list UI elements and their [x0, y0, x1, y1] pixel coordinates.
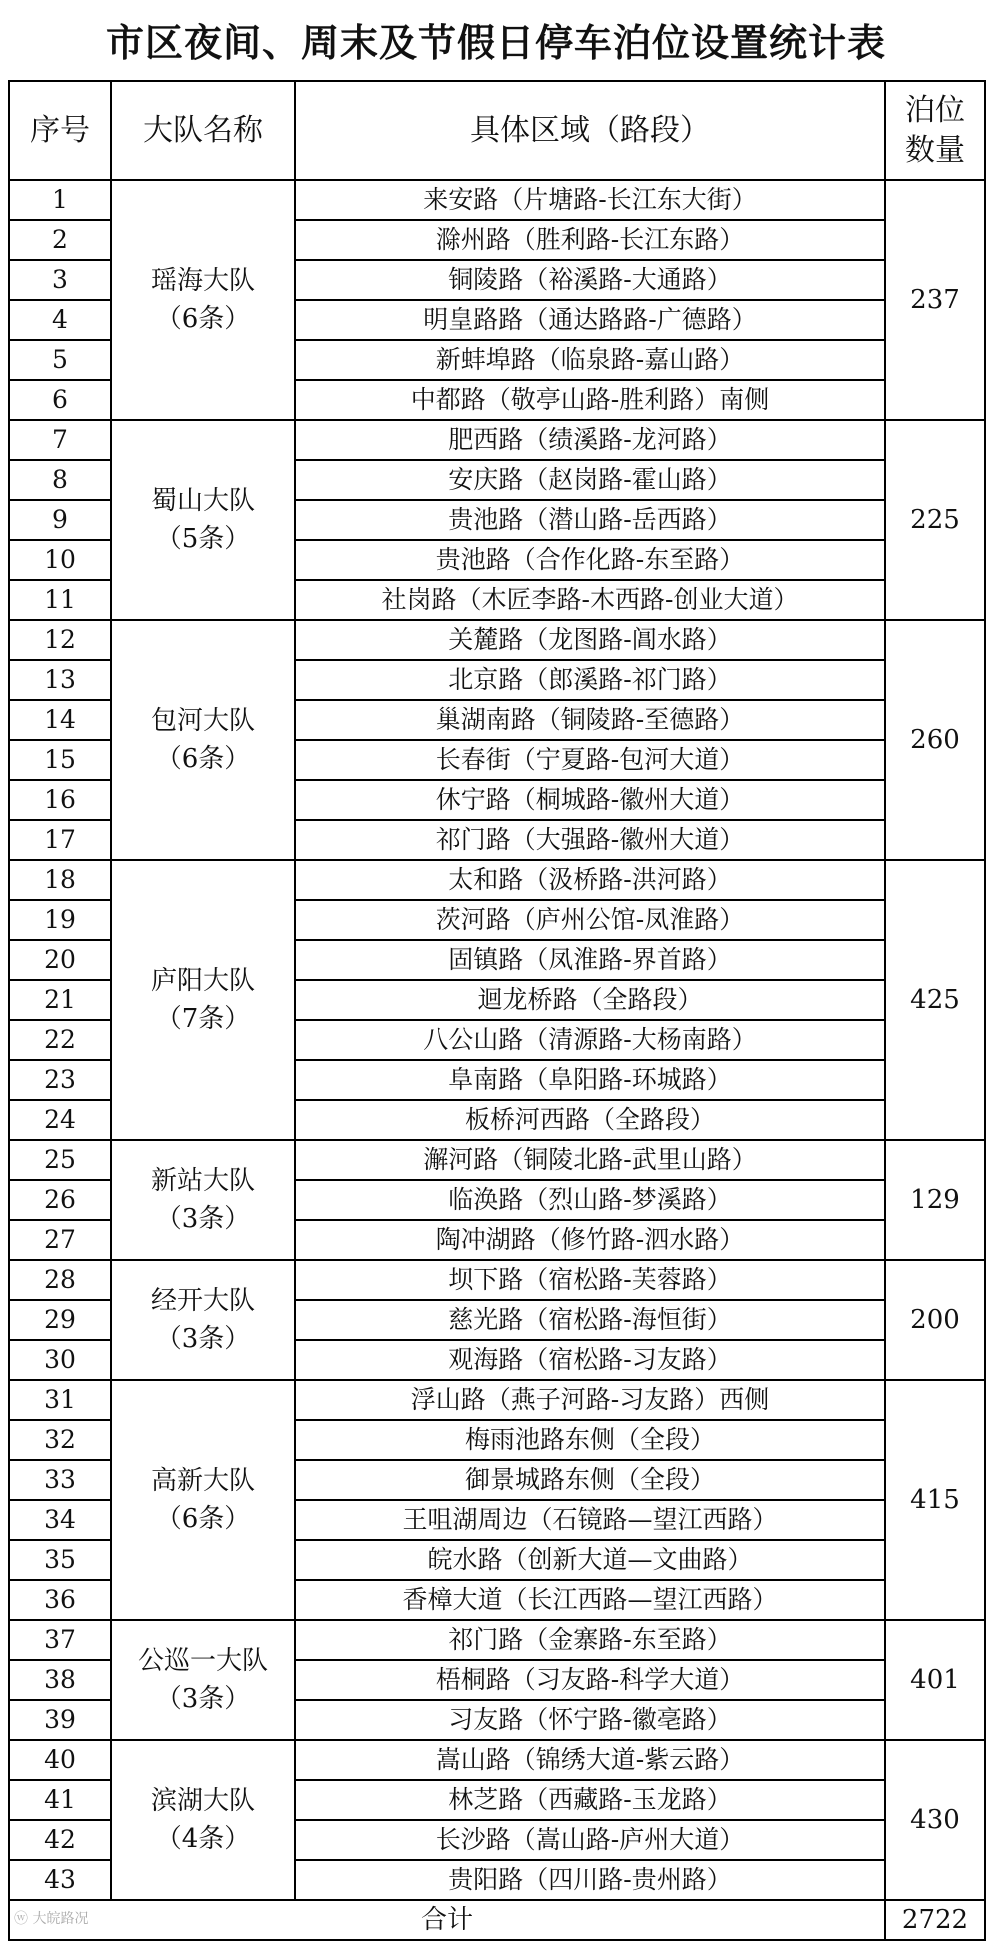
- team-cell: [111, 1140, 295, 1260]
- seq-cell: 42: [9, 1820, 111, 1860]
- area-cell: 贵池路（合作化路-东至路）: [295, 540, 885, 580]
- area-cell: 巢湖南路（铜陵路-至德路）: [295, 700, 885, 740]
- area-cell: 祁门路（大强路-徽州大道）: [295, 820, 885, 860]
- area-cell: 澥河路（铜陵北路-武里山路）: [295, 1140, 885, 1180]
- seq-cell: 39: [9, 1700, 111, 1740]
- seq-cell: 14: [9, 700, 111, 740]
- area-cell: 铜陵路（裕溪路-大通路）: [295, 260, 885, 300]
- table-row: [9, 1740, 985, 1780]
- team-sub: （7条）: [155, 1004, 251, 1034]
- area-cell: 观海路（宿松路-习友路）: [295, 1340, 885, 1380]
- header-area: 具体区域（路段）: [295, 81, 885, 180]
- seq-cell: 13: [9, 660, 111, 700]
- count-cell: 415: [885, 1380, 985, 1620]
- watermark-text: 大皖路况: [32, 1911, 89, 1927]
- seq-cell: 33: [9, 1460, 111, 1500]
- seq-cell: 18: [9, 860, 111, 900]
- area-cell: 贵阳路（四川路-贵州路）: [295, 1860, 885, 1900]
- team-cell: [111, 620, 295, 860]
- seq-cell: 37: [9, 1620, 111, 1660]
- seq-cell: 24: [9, 1100, 111, 1140]
- seq-cell: 28: [9, 1260, 111, 1300]
- area-cell: 新蚌埠路（临泉路-嘉山路）: [295, 340, 885, 380]
- seq-cell: 21: [9, 980, 111, 1020]
- area-cell: 肥西路（绩溪路-龙河路）: [295, 420, 885, 460]
- area-cell: 长春街（宁夏路-包河大道）: [295, 740, 885, 780]
- table-row: [9, 620, 985, 660]
- area-cell: 明皇路路（通达路路-广德路）: [295, 300, 885, 340]
- area-cell: 梧桐路（习友路-科学大道）: [295, 1660, 885, 1700]
- seq-cell: 35: [9, 1540, 111, 1580]
- seq-cell: 11: [9, 580, 111, 620]
- table-row: [9, 420, 985, 460]
- team-cell: [111, 1380, 295, 1620]
- area-cell: 中都路（敬亭山路-胜利路）南侧: [295, 380, 885, 420]
- seq-cell: 9: [9, 500, 111, 540]
- seq-cell: 34: [9, 1500, 111, 1540]
- team-name: 滨湖大队: [150, 1786, 255, 1816]
- header-row: [9, 81, 985, 180]
- seq-cell: 29: [9, 1300, 111, 1340]
- team-name: 包河大队: [150, 706, 255, 736]
- seq-cell: 4: [9, 300, 111, 340]
- page-title: 市区夜间、周末及节假日停车泊位设置统计表: [105, 21, 886, 65]
- team-name: 蜀山大队: [150, 486, 255, 516]
- area-cell: 阜南路（阜阳路-环城路）: [295, 1060, 885, 1100]
- team-sub: （6条）: [155, 744, 251, 774]
- table-row: [9, 180, 985, 220]
- team-name: 庐阳大队: [150, 966, 255, 996]
- team-cell: [111, 1620, 295, 1740]
- area-cell: 板桥河西路（全路段）: [295, 1100, 885, 1140]
- area-cell: 社岗路（木匠李路-木西路-创业大道）: [295, 580, 885, 620]
- seq-cell: 43: [9, 1860, 111, 1900]
- area-cell: 滁州路（胜利路-长江东路）: [295, 220, 885, 260]
- table-row: [9, 860, 985, 900]
- seq-cell: 5: [9, 340, 111, 380]
- count-cell: 425: [885, 860, 985, 1140]
- seq-cell: 26: [9, 1180, 111, 1220]
- count-cell: 200: [885, 1260, 985, 1380]
- team-cell: [111, 1260, 295, 1380]
- seq-cell: 23: [9, 1060, 111, 1100]
- seq-cell: 25: [9, 1140, 111, 1180]
- team-name: 新站大队: [150, 1166, 255, 1196]
- team-cell: [111, 420, 295, 620]
- seq-cell: 41: [9, 1780, 111, 1820]
- seq-cell: 32: [9, 1420, 111, 1460]
- header-count-line2: 数量: [905, 132, 965, 168]
- area-cell: 长沙路（嵩山路-庐州大道）: [295, 1820, 885, 1860]
- total-row: [9, 1900, 985, 1940]
- area-cell: 贵池路（潜山路-岳西路）: [295, 500, 885, 540]
- area-cell: 习友路（怀宁路-徽亳路）: [295, 1700, 885, 1740]
- area-cell: 梅雨池路东侧（全段）: [295, 1420, 885, 1460]
- area-cell: 迴龙桥路（全路段）: [295, 980, 885, 1020]
- area-cell: 坝下路（宿松路-芙蓉路）: [295, 1260, 885, 1300]
- seq-cell: 12: [9, 620, 111, 660]
- area-cell: 慈光路（宿松路-海恒街）: [295, 1300, 885, 1340]
- seq-cell: 38: [9, 1660, 111, 1700]
- team-sub: （3条）: [155, 1324, 251, 1354]
- seq-cell: 36: [9, 1580, 111, 1620]
- team-cell: [111, 1740, 295, 1900]
- seq-cell: 16: [9, 780, 111, 820]
- table-row: [9, 1140, 985, 1180]
- seq-cell: 22: [9, 1020, 111, 1060]
- area-cell: 茨河路（庐州公馆-凤淮路）: [295, 900, 885, 940]
- seq-cell: 8: [9, 460, 111, 500]
- seq-cell: 7: [9, 420, 111, 460]
- area-cell: 北京路（郎溪路-祁门路）: [295, 660, 885, 700]
- count-cell: 129: [885, 1140, 985, 1260]
- total-value: 2722: [885, 1900, 985, 1940]
- team-sub: （6条）: [155, 1504, 251, 1534]
- team-name: 公巡一大队: [137, 1646, 268, 1676]
- team-sub: （3条）: [155, 1684, 251, 1714]
- seq-cell: 15: [9, 740, 111, 780]
- seq-cell: 27: [9, 1220, 111, 1260]
- header-seq: 序号: [9, 81, 111, 180]
- table-row: [9, 1260, 985, 1300]
- area-cell: 关麓路（龙图路-阊水路）: [295, 620, 885, 660]
- area-cell: 浮山路（燕子河路-习友路）西侧: [295, 1380, 885, 1420]
- area-cell: 来安路（片塘路-长江东大街）: [295, 180, 885, 220]
- count-cell: 237: [885, 180, 985, 420]
- team-name: 瑶海大队: [150, 266, 255, 296]
- area-cell: 祁门路（金寨路-东至路）: [295, 1620, 885, 1660]
- team-sub: （3条）: [155, 1204, 251, 1234]
- seq-cell: 3: [9, 260, 111, 300]
- count-cell: 430: [885, 1740, 985, 1900]
- table-row: [9, 1380, 985, 1420]
- area-cell: 陶冲湖路（修竹路-泗水路）: [295, 1220, 885, 1260]
- seq-cell: 20: [9, 940, 111, 980]
- area-cell: 皖水路（创新大道—文曲路）: [295, 1540, 885, 1580]
- seq-cell: 6: [9, 380, 111, 420]
- header-count-line1: 泊位: [905, 92, 965, 128]
- area-cell: 御景城路东侧（全段）: [295, 1460, 885, 1500]
- area-cell: 嵩山路（锦绣大道-紫云路）: [295, 1740, 885, 1780]
- seq-cell: 19: [9, 900, 111, 940]
- area-cell: 八公山路（清源路-大杨南路）: [295, 1020, 885, 1060]
- seq-cell: 30: [9, 1340, 111, 1380]
- parking-table: [8, 80, 986, 1941]
- area-cell: 临涣路（烈山路-梦溪路）: [295, 1180, 885, 1220]
- count-cell: 225: [885, 420, 985, 620]
- seq-cell: 1: [9, 180, 111, 220]
- watermark-logo: ⓦ 大皖路况: [14, 1911, 89, 1927]
- area-cell: 香樟大道（长江西路—望江西路）: [295, 1580, 885, 1620]
- team-sub: （5条）: [155, 524, 251, 554]
- team-cell: [111, 180, 295, 420]
- seq-cell: 17: [9, 820, 111, 860]
- area-cell: 安庆路（赵岗路-霍山路）: [295, 460, 885, 500]
- count-cell: 401: [885, 1620, 985, 1740]
- team-name: 高新大队: [150, 1466, 255, 1496]
- area-cell: 固镇路（凤淮路-界首路）: [295, 940, 885, 980]
- team-cell: [111, 860, 295, 1140]
- seq-cell: 31: [9, 1380, 111, 1420]
- seq-cell: 2: [9, 220, 111, 260]
- team-sub: （4条）: [155, 1824, 251, 1854]
- area-cell: 休宁路（桐城路-徽州大道）: [295, 780, 885, 820]
- team-sub: （6条）: [155, 304, 251, 334]
- area-cell: 太和路（汲桥路-洪河路）: [295, 860, 885, 900]
- header-team: 大队名称: [111, 81, 295, 180]
- seq-cell: 40: [9, 1740, 111, 1780]
- seq-cell: 10: [9, 540, 111, 580]
- team-name: 经开大队: [150, 1286, 255, 1316]
- total-label: 合计: [9, 1900, 885, 1940]
- table-row: [9, 1620, 985, 1660]
- header-count: [885, 81, 985, 180]
- count-cell: 260: [885, 620, 985, 860]
- area-cell: 林芝路（西藏路-玉龙路）: [295, 1780, 885, 1820]
- area-cell: 王咀湖周边（石镜路—望江西路）: [295, 1500, 885, 1540]
